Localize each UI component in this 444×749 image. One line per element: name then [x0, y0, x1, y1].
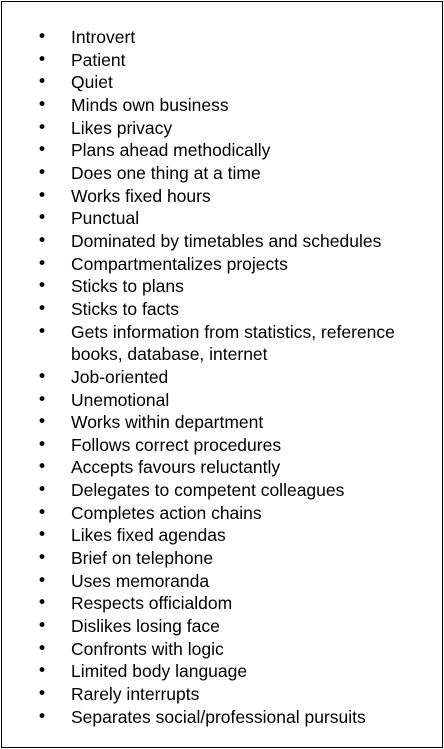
bullet-icon: •	[37, 525, 48, 546]
list-item	[2, 139, 442, 162]
list-item	[2, 683, 442, 706]
list-item-text: Dominated by timetables and schedules	[71, 230, 382, 251]
list-item	[2, 49, 442, 72]
bullet-icon: •	[37, 593, 48, 614]
bullet-icon: •	[37, 162, 48, 183]
bullet-icon: •	[37, 480, 48, 501]
bullet-icon: •	[37, 457, 48, 478]
list-item-text: Rarely interrupts	[71, 684, 200, 705]
list-item-text: Unemotional	[71, 389, 170, 410]
bullet-icon: •	[37, 412, 48, 433]
list-item-text: Minds own business	[71, 94, 229, 115]
list-item-text: Quiet	[71, 72, 113, 93]
list-item	[2, 434, 442, 457]
list-item-text: Limited body language	[71, 661, 248, 682]
list-item-text: Likes privacy	[71, 117, 173, 138]
list-item	[2, 298, 442, 321]
list-item-text: Confronts with logic	[71, 638, 224, 659]
list-item	[2, 570, 442, 593]
bullet-icon: •	[37, 684, 48, 705]
list-item	[2, 207, 442, 230]
list-item	[2, 592, 442, 615]
list-item-text: Follows correct procedures	[71, 434, 282, 455]
list-item	[2, 366, 442, 389]
list-item-text: Accepts favours reluctantly	[71, 457, 281, 478]
list-item-text: Likes fixed agendas	[71, 525, 226, 546]
bullet-icon: •	[37, 616, 48, 637]
bullet-icon: •	[37, 298, 48, 319]
list-item	[2, 253, 442, 276]
list-item	[2, 117, 442, 140]
list-item-text: Introvert	[71, 27, 136, 47]
list-item	[2, 26, 442, 49]
bullet-icon: •	[37, 94, 48, 115]
bullet-icon: •	[37, 570, 48, 591]
bullet-icon: •	[37, 661, 48, 682]
list-item-text: Dislikes losing face	[71, 616, 220, 637]
bullet-icon: •	[37, 49, 48, 70]
list-item-text: Plans ahead methodically	[71, 140, 271, 161]
bullet-icon: •	[37, 366, 48, 387]
list-item	[2, 456, 442, 479]
list-item-text: Sticks to plans	[71, 276, 184, 297]
bullet-icon: •	[37, 117, 48, 138]
bullet-icon: •	[37, 185, 48, 206]
bullet-icon: •	[37, 706, 48, 727]
list-item	[2, 706, 442, 729]
list-item	[2, 230, 442, 253]
bullet-icon: •	[37, 276, 48, 297]
bullet-icon: •	[37, 140, 48, 161]
document-frame	[1, 1, 443, 748]
list-item	[2, 660, 442, 683]
list-item-text: Respects officialdom	[71, 593, 233, 614]
list-item-text: Punctual	[71, 208, 140, 229]
list-item	[2, 638, 442, 661]
list-item-text: Uses memoranda	[71, 570, 210, 591]
list-item	[2, 321, 442, 366]
bullet-icon: •	[37, 548, 48, 569]
bullet-icon: •	[37, 72, 48, 93]
list-item	[2, 411, 442, 434]
list-item	[2, 479, 442, 502]
list-item	[2, 185, 442, 208]
list-item	[2, 162, 442, 185]
bullet-icon: •	[37, 27, 48, 47]
bullet-icon: •	[37, 321, 48, 342]
bullet-icon: •	[37, 638, 48, 659]
list-item-text: Separates social/professional pursuits	[71, 706, 366, 727]
list-item	[2, 502, 442, 525]
list-item-text: Sticks to facts	[71, 298, 179, 319]
list-item	[2, 71, 442, 94]
list-item	[2, 94, 442, 117]
list-item	[2, 275, 442, 298]
bullet-icon: •	[37, 389, 48, 410]
list-item	[2, 615, 442, 638]
list-item	[2, 547, 442, 570]
list-item-text: Does one thing at a time	[71, 162, 261, 183]
list-item-text: Patient	[71, 49, 126, 70]
trait-list	[2, 26, 442, 728]
list-item-text: Brief on telephone	[71, 548, 214, 569]
list-item-text: Completes action chains	[71, 502, 262, 523]
list-item-text: Compartmentalizes projects	[71, 253, 288, 274]
list-item	[2, 389, 442, 412]
list-item-text: Delegates to competent colleagues	[71, 480, 345, 501]
list-item-text: Gets information from statistics, reference books, database, internet	[71, 321, 395, 365]
list-item-text: Works within department	[71, 412, 264, 433]
list-item-text: Job-oriented	[71, 366, 169, 387]
list-item-text: Works fixed hours	[71, 185, 211, 206]
bullet-icon: •	[37, 253, 48, 274]
list-item	[2, 524, 442, 547]
bullet-icon: •	[37, 502, 48, 523]
bullet-icon: •	[37, 208, 48, 229]
bullet-icon: •	[37, 434, 48, 455]
bullet-icon: •	[37, 230, 48, 251]
